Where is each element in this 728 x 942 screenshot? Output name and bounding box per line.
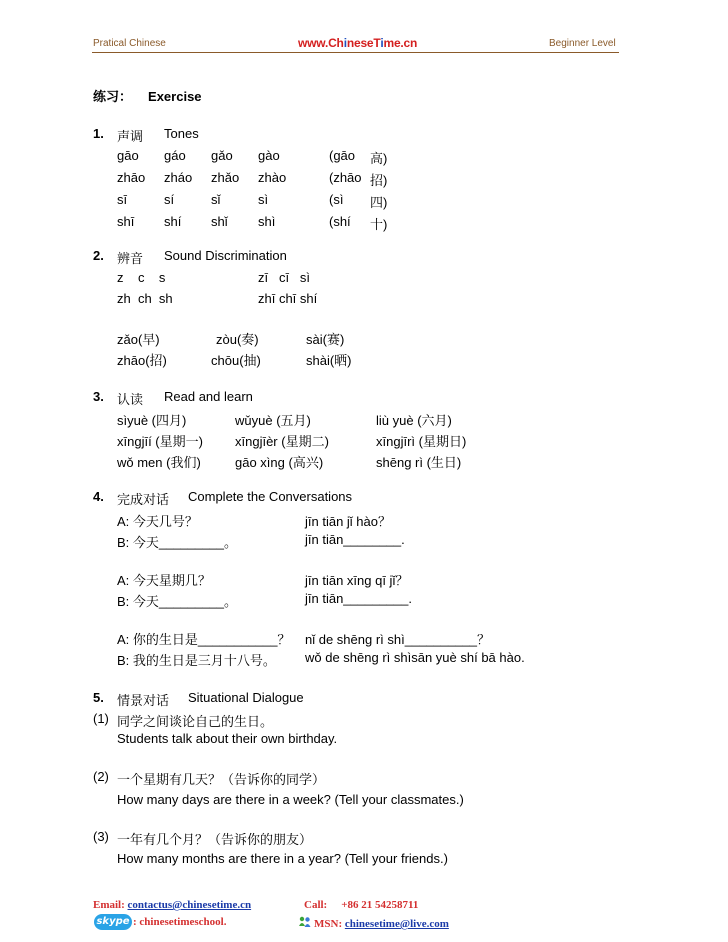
tone-cell: shì bbox=[258, 214, 276, 229]
title-en: Exercise bbox=[148, 89, 202, 104]
title-cn: 练习 bbox=[93, 89, 120, 104]
skype-label[interactable]: : chinesetimeschool. bbox=[133, 916, 227, 928]
question-cn: 一年有几个月？（告诉你的朋友） bbox=[117, 832, 313, 847]
tone-cell: 十) bbox=[370, 217, 388, 232]
tone-cell: gào bbox=[258, 148, 280, 163]
question-en: How many days are there in a week? (Tell your classmates.) bbox=[117, 792, 464, 807]
question-number: (2) bbox=[93, 769, 109, 784]
question-number: (3) bbox=[93, 829, 109, 844]
logo-part: me bbox=[383, 36, 401, 50]
section-5-number: 5. bbox=[93, 690, 104, 705]
tone-cell: shī bbox=[117, 214, 135, 229]
phone-number[interactable]: +86 21 54258711 bbox=[341, 899, 419, 911]
tone-cell: gāo bbox=[117, 148, 139, 163]
discrimination-item: shài(晒) bbox=[306, 353, 352, 368]
dialogue-line-cn: A: 今天星期几？ bbox=[117, 573, 211, 588]
email-label: Email: bbox=[93, 899, 128, 911]
logo-part: i bbox=[343, 36, 347, 50]
msn-label: MSN: bbox=[314, 918, 345, 930]
vocab-item: shēng rì (生日) bbox=[376, 455, 462, 470]
section-3-en: Read and learn bbox=[164, 389, 253, 404]
section-1-cn: 声调 bbox=[117, 129, 144, 144]
tone-cell: (zhāo bbox=[329, 170, 362, 185]
dialogue-line-pinyin: jīn tiān________. bbox=[305, 532, 405, 547]
dialogue-line-pinyin: jīn tiān xīng qī jǐ？ bbox=[305, 573, 409, 588]
vocab-item: wǒ men (我们) bbox=[117, 455, 201, 470]
discrimination-item: sài(赛) bbox=[306, 332, 345, 347]
initials-row: z c s bbox=[117, 270, 166, 285]
dialogue-line-cn: A: 今天几号？ bbox=[117, 514, 198, 529]
site-logo[interactable] bbox=[298, 36, 417, 50]
footer-msn bbox=[314, 918, 449, 930]
dialogue-line-cn: B: 我的生日是三月十八号。 bbox=[117, 653, 276, 668]
discrimination-item: zòu(奏) bbox=[216, 332, 259, 347]
vocab-item: xīngjīèr (星期二) bbox=[235, 434, 329, 449]
logo-part: www. bbox=[298, 36, 329, 50]
tone-cell: zhǎo bbox=[211, 170, 240, 185]
discrimination-item: zhāo(招) bbox=[117, 353, 167, 368]
question-cn: 一个星期有几天？（告诉你的同学） bbox=[117, 772, 326, 787]
question-number: (1) bbox=[93, 711, 109, 726]
vocab-item: liù yuè (六月) bbox=[376, 413, 452, 428]
exercise-title bbox=[93, 86, 202, 105]
vocab-item: xīngjīrì (星期日) bbox=[376, 434, 467, 449]
question-cn: 同学之间谈论自己的生日。 bbox=[117, 714, 274, 729]
msn-link[interactable]: chinesetime@live.com bbox=[344, 918, 449, 930]
skype-id bbox=[133, 916, 226, 928]
dialogue-line-pinyin: wǒ de shēng rì shìsān yuè shí bā hào. bbox=[305, 650, 525, 665]
vocab-item: gāo xìng (高兴) bbox=[235, 455, 324, 470]
section-5-cn: 情景对话 bbox=[117, 693, 170, 708]
question-en: Students talk about their own birthday. bbox=[117, 731, 338, 746]
tone-cell: 招) bbox=[370, 173, 388, 188]
footer-email bbox=[93, 899, 251, 911]
section-1-en: Tones bbox=[164, 126, 199, 141]
section-3-number: 3. bbox=[93, 389, 104, 404]
msn-icon bbox=[298, 915, 312, 929]
tone-cell: zhào bbox=[258, 170, 287, 185]
logo-part: nese bbox=[346, 36, 374, 50]
tone-cell: sí bbox=[164, 192, 175, 207]
section-1-number: 1. bbox=[93, 126, 104, 141]
section-2-cn: 辨音 bbox=[117, 251, 144, 266]
syllables-row: zhī chī shí bbox=[258, 291, 318, 306]
logo-part: T bbox=[373, 36, 381, 50]
call-label: Call: bbox=[304, 899, 328, 911]
tone-cell: 高) bbox=[370, 151, 388, 166]
section-4-cn: 完成对话 bbox=[117, 492, 170, 507]
dialogue-line-cn: B: 今天_________。 bbox=[117, 535, 237, 550]
tone-cell: sǐ bbox=[211, 192, 221, 207]
section-2-en: Sound Discrimination bbox=[164, 248, 287, 263]
section-5-en: Situational Dialogue bbox=[188, 690, 304, 705]
vocab-item: xīngjīí (星期一) bbox=[117, 434, 203, 449]
title-sep: ： bbox=[119, 89, 133, 104]
dialogue-line-pinyin: jīn tiān jǐ hào？ bbox=[305, 514, 391, 529]
tone-cell: zhāo bbox=[117, 170, 146, 185]
dialogue-line-cn: B: 今天_________。 bbox=[117, 594, 237, 609]
tone-cell: (shí bbox=[329, 214, 351, 229]
initials-row: zh ch sh bbox=[117, 291, 173, 306]
dialogue-line-pinyin: nǐ de shēng rì shì__________？ bbox=[305, 632, 491, 647]
header-right-level: Beginner Level bbox=[549, 38, 616, 49]
tone-cell: sì bbox=[258, 192, 269, 207]
logo-part: .cn bbox=[400, 36, 418, 50]
tone-cell: 四) bbox=[370, 195, 388, 210]
footer-call bbox=[304, 899, 418, 911]
header-divider bbox=[92, 52, 619, 53]
section-2-number: 2. bbox=[93, 248, 104, 263]
tone-cell: (gāo bbox=[329, 148, 356, 163]
skype-icon: skype bbox=[94, 914, 132, 930]
section-4-number: 4. bbox=[93, 489, 104, 504]
question-en: How many months are there in a year? (Tell your friends.) bbox=[117, 851, 448, 866]
dialogue-line-pinyin: jīn tiān_________. bbox=[305, 591, 412, 606]
tone-cell: zháo bbox=[164, 170, 193, 185]
tone-cell: (sì bbox=[329, 192, 344, 207]
tone-cell: shǐ bbox=[211, 214, 228, 229]
vocab-item: wǔyuè (五月) bbox=[235, 413, 311, 428]
discrimination-item: zǎo(早) bbox=[117, 332, 160, 347]
dialogue-line-cn: A: 你的生日是___________？ bbox=[117, 632, 291, 647]
discrimination-item: chōu(抽) bbox=[211, 353, 261, 368]
tone-cell: gáo bbox=[164, 148, 186, 163]
tone-cell: sī bbox=[117, 192, 128, 207]
email-link[interactable]: contactus@chinesetime.cn bbox=[127, 899, 252, 911]
tone-cell: shí bbox=[164, 214, 182, 229]
syllables-row: zī cī sì bbox=[258, 270, 311, 285]
section-3-cn: 认读 bbox=[117, 392, 144, 407]
vocab-item: sìyuè (四月) bbox=[117, 413, 187, 428]
logo-part: i bbox=[380, 36, 384, 50]
logo-part: Ch bbox=[328, 36, 344, 50]
tone-cell: gǎo bbox=[211, 148, 233, 163]
section-4-en: Complete the Conversations bbox=[188, 489, 353, 504]
header-left-title: Pratical Chinese bbox=[93, 38, 166, 49]
